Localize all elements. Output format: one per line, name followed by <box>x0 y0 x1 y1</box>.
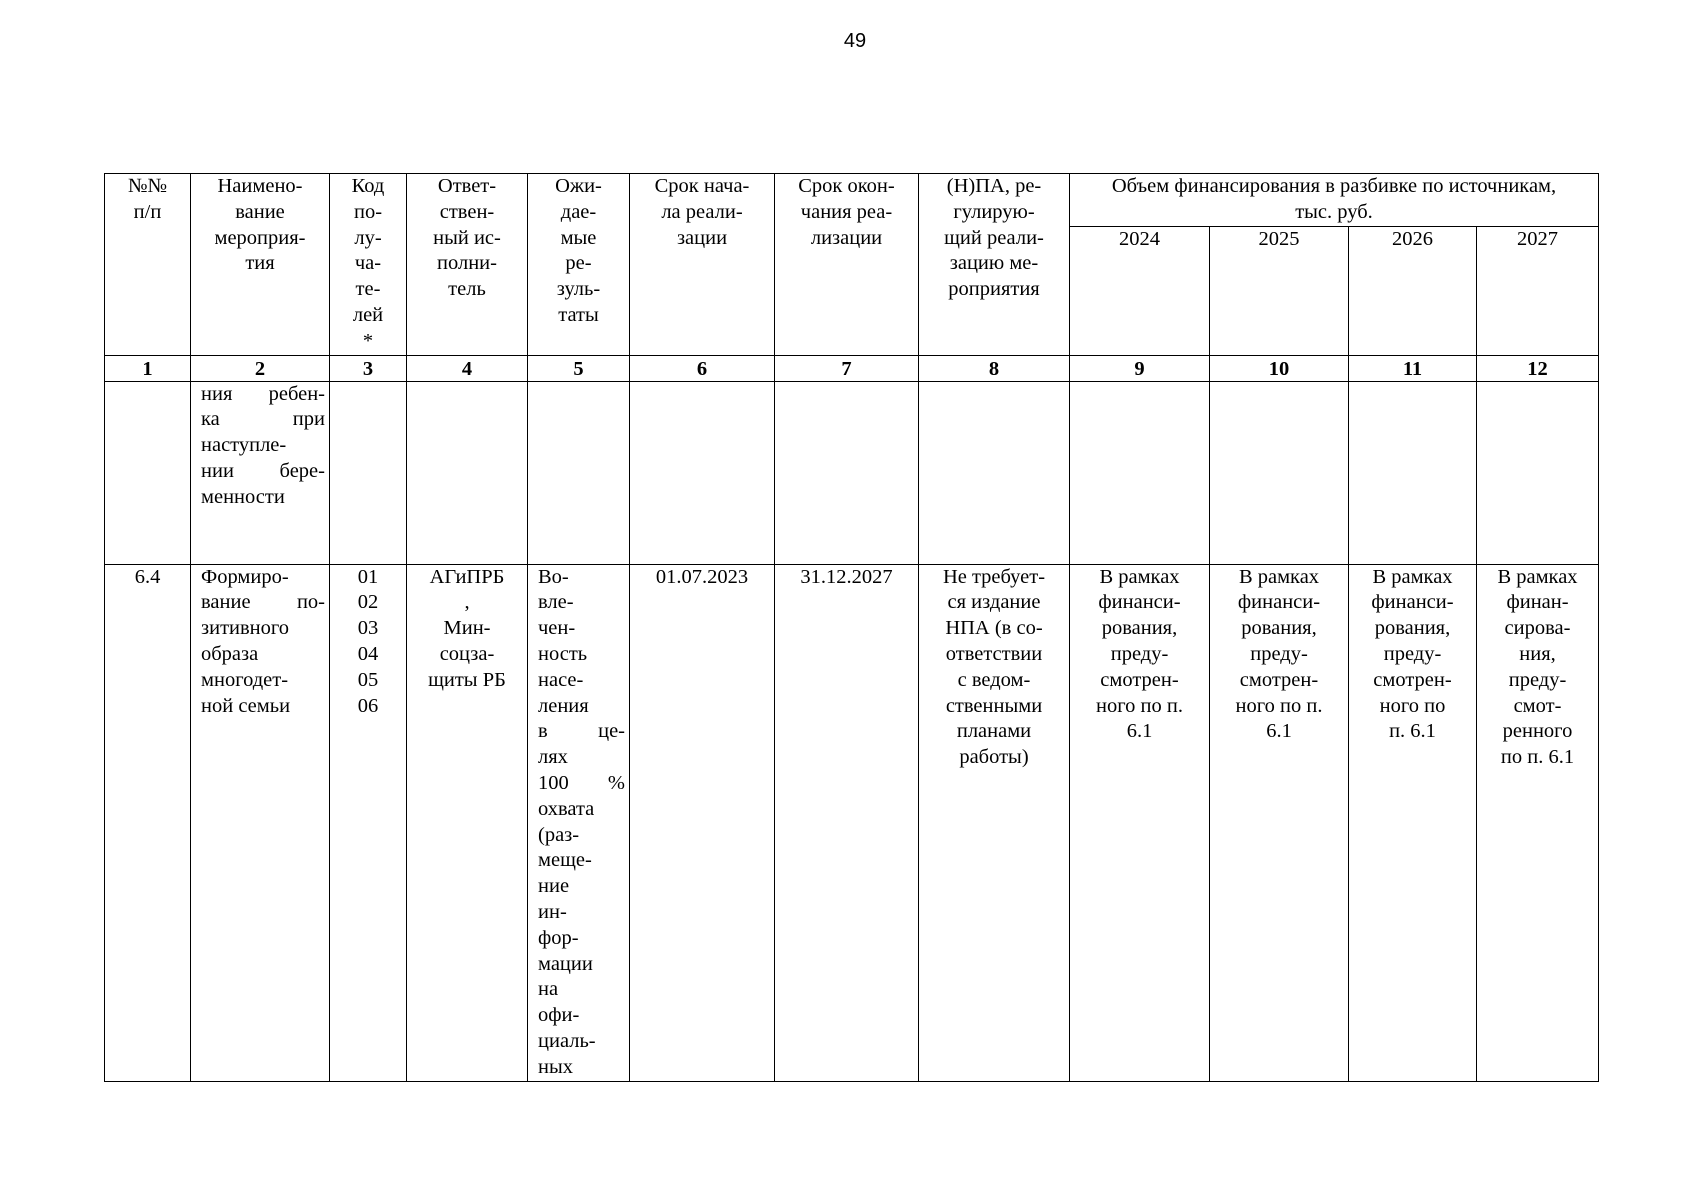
text-line: №№ <box>127 175 168 197</box>
text-line: преду- <box>1110 642 1169 665</box>
text-line: Ожи- <box>555 175 602 197</box>
text-line: лях <box>538 746 568 769</box>
text-line: ных <box>538 1055 573 1078</box>
text-line: , <box>464 591 470 614</box>
cell-empty <box>630 381 775 564</box>
text-line: * <box>362 329 374 352</box>
text-line: смотрен- <box>1239 668 1319 691</box>
text-line: п. 6.1 <box>1389 720 1436 743</box>
recipient-codes <box>330 564 407 1081</box>
text-line: 05 <box>357 668 379 691</box>
text-line: в це- <box>538 720 625 743</box>
text-line: зитивного <box>201 617 290 640</box>
text-line: В рамках <box>1497 565 1578 588</box>
column-number: 2 <box>191 355 330 381</box>
text-line: 01 <box>357 565 379 588</box>
text-line: мероприя- <box>214 226 306 249</box>
text-line: ние <box>538 875 570 898</box>
text-line: Код <box>351 175 385 197</box>
table-row <box>105 564 1599 1081</box>
text-line: ка при <box>201 408 325 431</box>
continuation-name <box>191 381 330 564</box>
header-number <box>105 174 191 356</box>
header-recipient-code <box>330 174 407 356</box>
text-line: лу- <box>354 226 382 249</box>
cell-empty <box>1070 381 1210 564</box>
text-line: п/п <box>133 200 162 223</box>
text-line: полни- <box>437 252 497 275</box>
text-line: ин- <box>538 900 567 923</box>
cell-empty <box>919 381 1070 564</box>
column-number: 8 <box>919 355 1070 381</box>
text-line: сирова- <box>1504 617 1571 640</box>
text-line: тель <box>448 278 486 301</box>
header-funding <box>1070 174 1599 227</box>
column-number: 7 <box>775 355 919 381</box>
text-line: лизации <box>810 226 883 249</box>
text-line: ренного <box>1502 720 1573 743</box>
funding-2026 <box>1349 564 1477 1081</box>
text-line: преду- <box>1250 642 1308 665</box>
text-line: зации <box>676 226 728 249</box>
measures-table <box>104 173 1599 1082</box>
text-line: зацию ме- <box>949 252 1039 275</box>
text-line: финанси- <box>1237 591 1321 614</box>
text-line: Объем финансирования в разбивке по источникам, <box>1111 175 1557 197</box>
text-line: ления <box>538 694 589 717</box>
text-line: вание <box>235 200 285 223</box>
column-number: 11 <box>1349 355 1477 381</box>
text-line: таты <box>558 303 599 326</box>
expected-results <box>528 564 630 1081</box>
text-line: зуль- <box>556 278 601 301</box>
text-line: наступле- <box>201 434 287 457</box>
header-results <box>528 174 630 356</box>
page-number: 49 <box>843 30 867 52</box>
column-number: 1 <box>105 355 191 381</box>
measure-name <box>191 564 330 1081</box>
header-year-2026: 2026 <box>1349 226 1477 355</box>
text-line: смот- <box>1513 694 1562 717</box>
text-line: на <box>538 978 559 1001</box>
text-line: ся издание <box>947 591 1041 614</box>
text-line: насе- <box>538 668 584 691</box>
text-line: преду- <box>1508 668 1567 691</box>
text-line: ного по <box>1379 694 1446 717</box>
text-line: 04 <box>357 642 379 665</box>
funding-2025 <box>1210 564 1349 1081</box>
text-line: лей <box>352 303 384 326</box>
cell-empty <box>775 381 919 564</box>
column-number: 3 <box>330 355 407 381</box>
text-line: АГиПРБ <box>429 565 505 588</box>
header-name <box>191 174 330 356</box>
text-line: ственными <box>945 694 1043 717</box>
text-line: преду- <box>1383 642 1442 665</box>
text-line: (раз- <box>538 823 580 846</box>
text-line: ный ис- <box>433 226 501 249</box>
executor <box>407 564 528 1081</box>
text-line: НПА (в со- <box>945 617 1043 640</box>
text-line: щиты РБ <box>428 668 506 691</box>
text-line: вле- <box>538 591 574 614</box>
text-line: тия <box>245 252 275 275</box>
cell-empty <box>1477 381 1599 564</box>
column-number: 4 <box>407 355 528 381</box>
text-line: работы) <box>959 746 1029 769</box>
header-executor <box>407 174 528 356</box>
text-line: многодет- <box>201 668 289 691</box>
text-line: ла реали- <box>661 200 743 223</box>
text-line: охвата <box>538 797 595 820</box>
header-end <box>775 174 919 356</box>
text-line: В рамках <box>1099 565 1180 588</box>
text-line: нии бере- <box>201 459 325 482</box>
text-line: меще- <box>538 849 592 872</box>
text-line: фор- <box>538 926 579 949</box>
column-number: 12 <box>1477 355 1599 381</box>
text-line: образа <box>201 642 259 665</box>
text-line: Ответ- <box>437 175 497 197</box>
text-line: чания реа- <box>800 200 893 223</box>
text-line: рования, <box>1101 617 1178 640</box>
column-number: 9 <box>1070 355 1210 381</box>
column-number: 5 <box>528 355 630 381</box>
text-line: циаль- <box>538 1029 596 1052</box>
text-line: Во- <box>538 565 569 588</box>
end-date: 31.12.2027 <box>775 564 919 1081</box>
start-date: 01.07.2023 <box>630 564 775 1081</box>
text-line: с ведом- <box>957 668 1031 691</box>
cell-empty <box>407 381 528 564</box>
text-line: ного по п. <box>1096 694 1183 717</box>
text-line: роприятия <box>948 278 1040 301</box>
text-line: ния, <box>1519 642 1556 665</box>
text-line: Срок окон- <box>798 175 895 197</box>
text-line: рования, <box>1374 617 1451 640</box>
text-line: ной семьи <box>201 694 291 717</box>
column-number: 10 <box>1210 355 1349 381</box>
cell-empty <box>1210 381 1349 564</box>
text-line: (Н)ПА, ре- <box>946 175 1042 197</box>
text-line: планами <box>956 720 1032 743</box>
text-line: финанси- <box>1371 591 1454 614</box>
text-line: ного по п. <box>1235 694 1323 717</box>
text-line: те- <box>355 278 381 301</box>
text-line: 6.1 <box>1266 720 1292 743</box>
text-line: Мин- <box>443 617 491 640</box>
text-line: В рамках <box>1238 565 1320 588</box>
text-line: 6.1 <box>1126 720 1153 743</box>
table-row <box>105 381 1599 564</box>
text-line: Срок нача- <box>654 175 750 197</box>
text-line: ния ребен- <box>201 382 325 405</box>
text-line: чен- <box>538 617 576 640</box>
text-line: ность <box>538 642 588 665</box>
header-npa <box>919 174 1070 356</box>
text-line: смотрен- <box>1373 668 1452 691</box>
text-line: 02 <box>357 591 379 614</box>
text-line: ствен- <box>439 200 495 223</box>
header-start <box>630 174 775 356</box>
row-number: 6.4 <box>105 564 191 1081</box>
column-number: 6 <box>630 355 775 381</box>
text-line: офи- <box>538 1004 580 1027</box>
text-line: ча- <box>354 252 382 275</box>
npa <box>919 564 1070 1081</box>
cell-empty <box>105 381 191 564</box>
text-line: Не требует- <box>942 565 1046 588</box>
text-line: мые <box>560 226 597 249</box>
text-line: по п. 6.1 <box>1500 746 1575 769</box>
header-year-2024: 2024 <box>1070 226 1210 355</box>
funding-2024 <box>1070 564 1210 1081</box>
cell-empty <box>330 381 407 564</box>
funding-2027 <box>1477 564 1599 1081</box>
text-line: тыс. руб. <box>1295 200 1373 223</box>
cell-empty <box>1349 381 1477 564</box>
header-year-2027: 2027 <box>1477 226 1599 355</box>
header-year-2025: 2025 <box>1210 226 1349 355</box>
text-line: В рамках <box>1372 565 1453 588</box>
cell-empty <box>528 381 630 564</box>
text-line: гулирую- <box>953 200 1035 223</box>
text-line: смотрен- <box>1100 668 1179 691</box>
text-line: Формиро- <box>201 565 289 588</box>
text-line: дае- <box>560 200 597 223</box>
text-line: ответствии <box>945 642 1043 665</box>
text-line: 100 % <box>538 771 625 794</box>
text-line: финанси- <box>1098 591 1181 614</box>
text-line: рования, <box>1241 617 1317 640</box>
text-line: менности <box>201 485 285 508</box>
text-line: финан- <box>1506 591 1569 614</box>
text-line: соцза- <box>439 642 495 665</box>
text-line: щий реали- <box>944 226 1044 249</box>
text-line: по- <box>353 200 383 223</box>
text-line: ре- <box>565 252 592 275</box>
text-line: 06 <box>357 694 379 717</box>
text-line: 03 <box>357 617 379 640</box>
text-line: вание по- <box>201 591 325 614</box>
text-line: мации <box>538 952 593 975</box>
text-line: Наимено- <box>217 175 303 197</box>
